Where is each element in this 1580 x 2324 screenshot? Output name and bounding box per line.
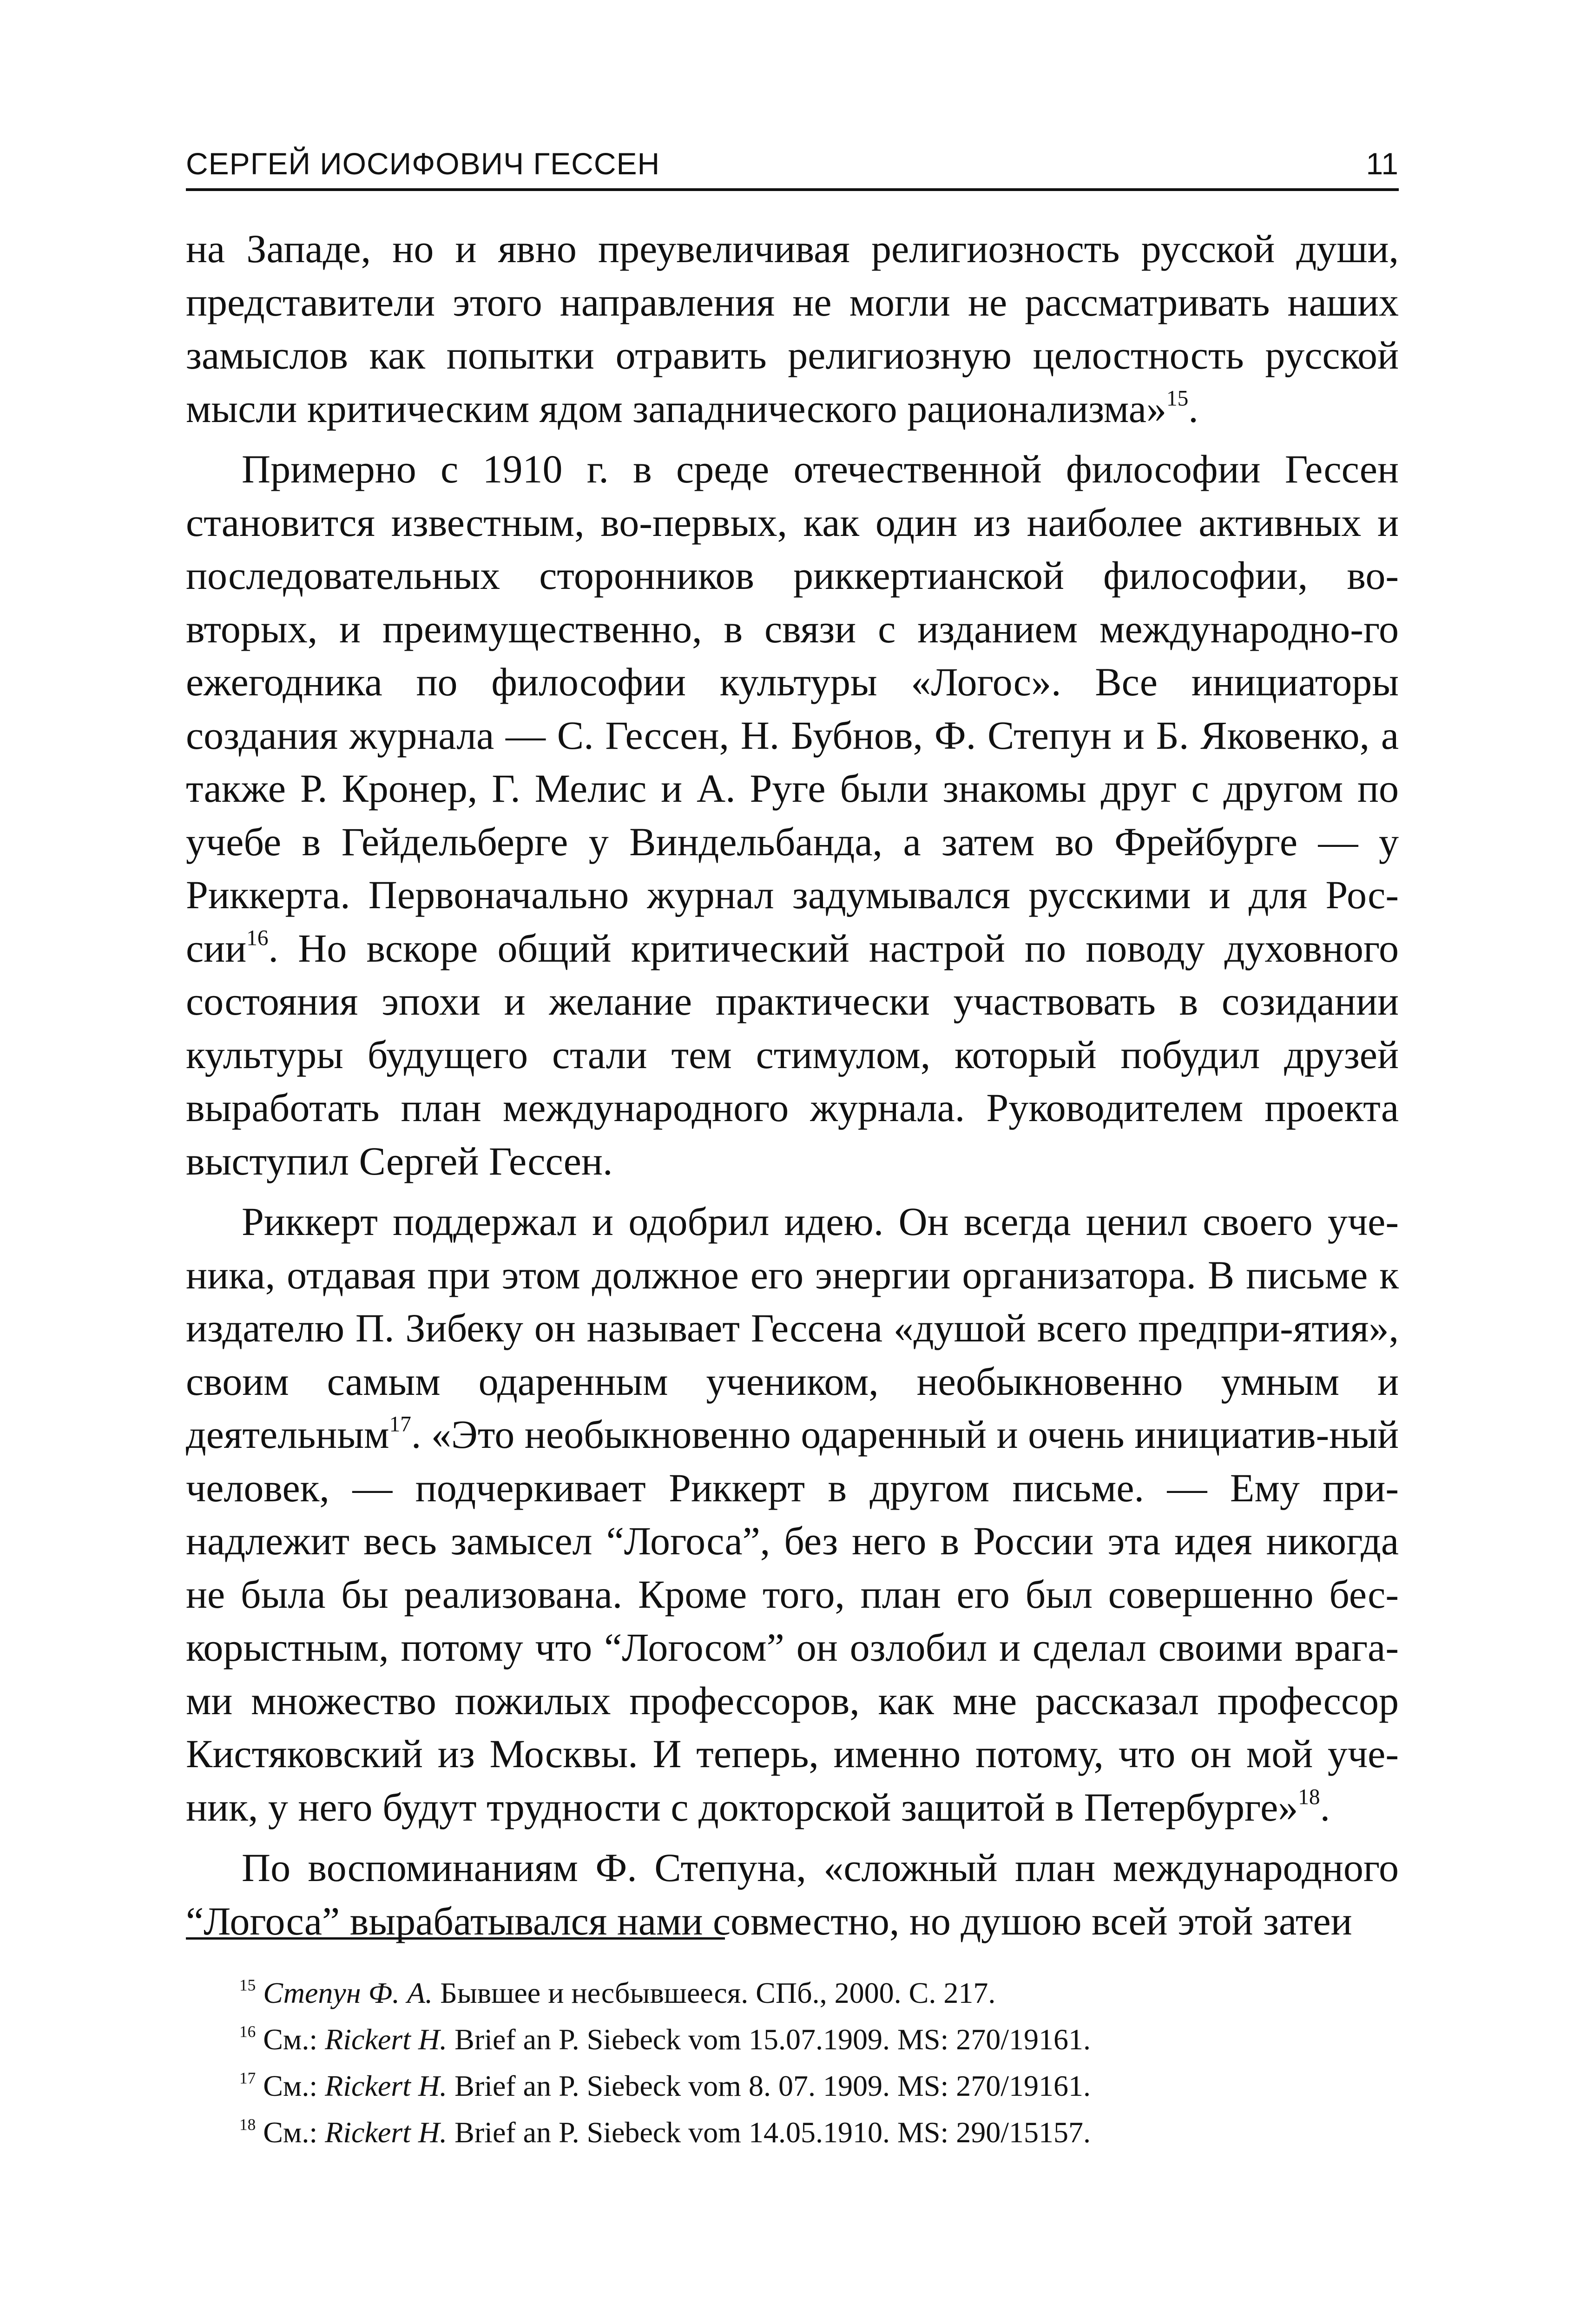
footnote-author: Rickert H. bbox=[325, 2023, 448, 2056]
paragraph-3-end: . bbox=[1320, 1784, 1330, 1829]
footnote-text: Brief an P. Siebeck vom 15.07.1909. MS: 270/19161. bbox=[447, 2023, 1091, 2056]
footnote-text: Brief an P. Siebeck vom 14.05.1910. MS: 290/15157. bbox=[447, 2116, 1091, 2149]
footnote-18 bbox=[239, 2109, 1399, 2156]
paragraph-1-end: . bbox=[1188, 386, 1198, 431]
header-rule bbox=[186, 188, 1399, 191]
paragraph-2-text-a: Примерно с 1910 г. в среде отечественной философии Гессен становится известным, во-первых, как один из наиболее активных и последовательных сторонников риккертианской философии, во-вторых, и преимущественно, в связи с изданием международно-го ежегодника по философии культуры «Логос». Все инициаторы создания журнала — С. Гессен, Н. Бубнов, Ф. Степун и Б. Яковенко, а также Р. Кронер, Г. Мелис и А. Руге были знакомы друг с другом по учебе в Гейдельберге у Виндельбанда, а затем во Фрейбурге — у Риккерта. Первоначально журнал задумывался русскими и для Рос-сии bbox=[186, 447, 1399, 971]
paragraph-2 bbox=[186, 442, 1399, 1188]
footnote-number: 18 bbox=[239, 2115, 256, 2134]
footnote-17 bbox=[239, 2063, 1399, 2109]
book-page bbox=[186, 0, 1399, 2324]
paragraph-2-text-b: . Но вскоре общий критический настрой по поводу духовного состояния эпохи и желание практически участвовать в созидании культуры будущего стали тем стимулом, который побудил друзей выработать план международного журнала. Руководителем проекта выступил Сергей Гессен. bbox=[186, 925, 1399, 1183]
footnote-number: 16 bbox=[239, 2022, 256, 2041]
footnote-author: Rickert H. bbox=[325, 2116, 448, 2149]
paragraph-3 bbox=[186, 1195, 1399, 1834]
footnote-ref-18: 18 bbox=[1298, 1785, 1320, 1809]
footnote-number: 17 bbox=[239, 2069, 256, 2087]
footnote-prefix: См.: bbox=[263, 2023, 325, 2056]
paragraph-4 bbox=[186, 1841, 1399, 1948]
paragraph-4-text: По воспоминаниям Ф. Степуна, «сложный план международного “Логоса” вырабатывался нами совместно, но душою всей этой затеи bbox=[186, 1845, 1399, 1943]
footnote-16 bbox=[239, 2016, 1399, 2063]
footnote-text: Brief an P. Siebeck vom 8. 07. 1909. MS: 270/19161. bbox=[447, 2069, 1091, 2102]
paragraph-1-text: на Западе, но и явно преувеличивая религиозность русской души, представители этого направления не могли не рассматривать наших замыслов как попытки отравить религиозную целостность русской мысли критическим ядом западнического рационализма» bbox=[186, 226, 1399, 431]
footnote-prefix: См.: bbox=[263, 2116, 325, 2149]
paragraph-3-text-b: . «Это необыкновенно одаренный и очень инициатив-ный человек, — подчеркивает Риккерт в другом письме. — Ему при-надлежит весь замысел “Логоса”, без него в России эта идея никогда не была бы реализована. Кроме того, план его был совершенно бес-корыстным, потому что “Логосом” он озлобил и сделал своими врага-ми множество пожилых профессоров, как мне рассказал профессор Кистяковский из Москвы. И теперь, именно потому, что он мой уче-ник, у него будут трудности с докторской защитой в Петербурге» bbox=[186, 1412, 1399, 1829]
paragraph-1 bbox=[186, 222, 1399, 435]
footnote-15 bbox=[239, 1970, 1399, 2016]
footnote-ref-17: 17 bbox=[389, 1412, 411, 1437]
paragraph-3-text-a: Риккерт поддержал и одобрил идею. Он всегда ценил своего уче-ника, отдавая при этом должное его энергии организатора. В письме к издателю П. Зибеку он называет Гессена «душой всего предпри-ятия», своим самым одаренным учеником, необыкновенно умным и деятельным bbox=[186, 1199, 1399, 1457]
running-title: СЕРГЕЙ ИОСИФОВИЧ ГЕССЕН bbox=[186, 146, 660, 181]
footnote-author: Степун Ф. А. bbox=[263, 1976, 433, 2009]
footnote-ref-16: 16 bbox=[246, 926, 269, 951]
footnote-text: Бывшее и несбывшееся. СПб., 2000. С. 217. bbox=[433, 1976, 996, 2009]
page-number: 11 bbox=[1366, 146, 1399, 181]
footnote-number: 15 bbox=[239, 1976, 256, 1994]
footnote-prefix: См.: bbox=[263, 2069, 325, 2102]
footnote-ref-15: 15 bbox=[1166, 386, 1189, 411]
main-text bbox=[186, 222, 1399, 1948]
footnote-rule bbox=[186, 1937, 725, 1940]
footnotes bbox=[239, 1970, 1399, 2156]
footnote-author: Rickert H. bbox=[325, 2069, 448, 2102]
running-head bbox=[186, 125, 1399, 181]
